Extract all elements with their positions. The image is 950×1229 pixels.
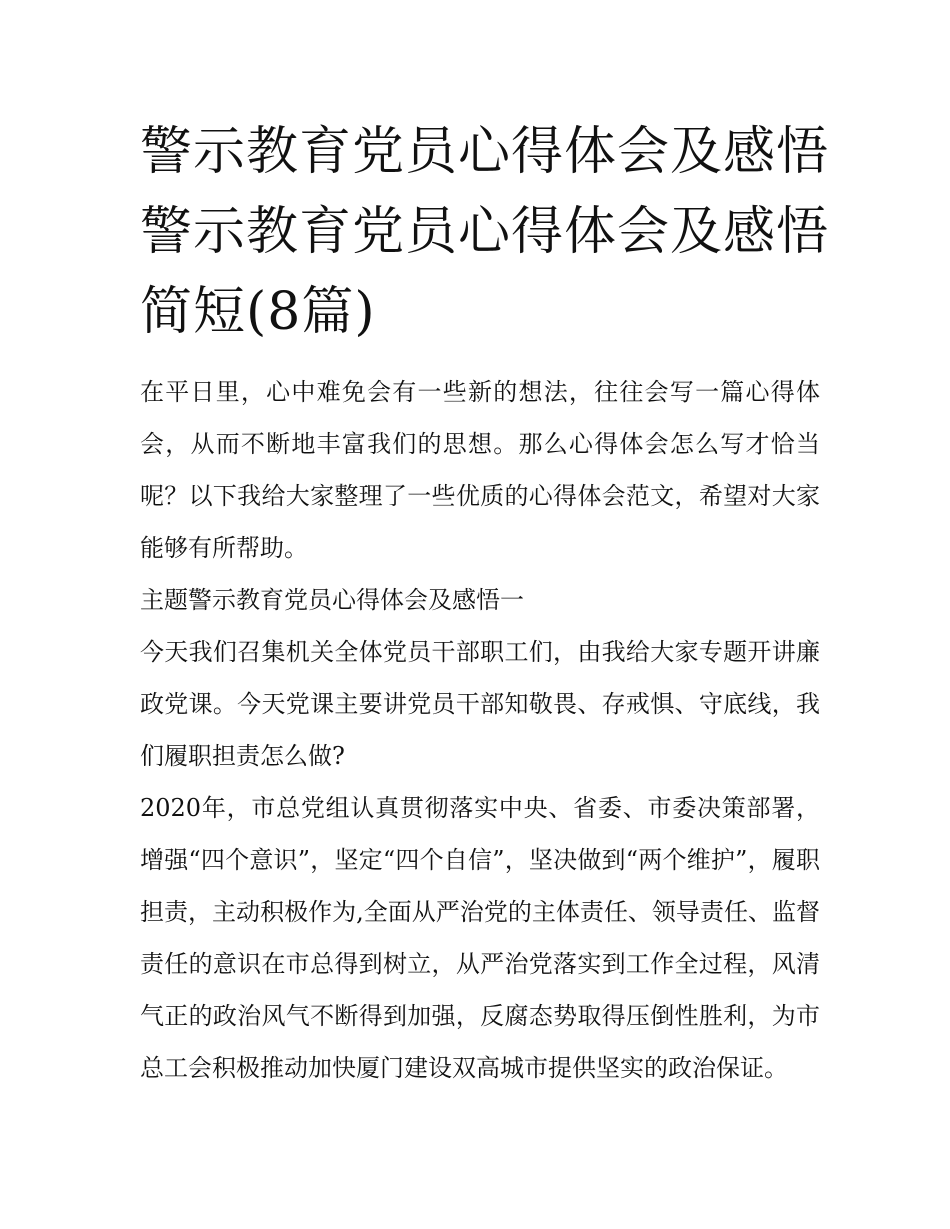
title-line: 警示教育党员心得体会及感悟 bbox=[140, 122, 830, 182]
title-line: 警示教育党员心得体会及感悟 bbox=[140, 202, 830, 262]
title-line: 简短(8篇) bbox=[140, 282, 376, 342]
body-paragraph: 今天我们召集机关全体党员干部职工们，由我给大家专题开讲廉政党课。今天党课主要讲党员干部知敬畏、存戒惧、守底线，我们履职担责怎么做? bbox=[140, 638, 820, 770]
section-heading: 主题警示教育党员心得体会及感悟一 bbox=[140, 586, 524, 614]
document-content bbox=[140, 112, 830, 1094]
document-title bbox=[140, 112, 830, 352]
intro-paragraph: 在平日里，心中难免会有一些新的想法，往往会写一篇心得体会，从而不断地丰富我们的思想。那么心得体会怎么写才恰当呢？以下我给大家整理了一些优质的心得体会范文，希望对大家能够有所帮助。 bbox=[140, 378, 820, 562]
body-paragraph: 2020年，市总党组认真贯彻落实中央、省委、市委决策部署，增强“四个意识”，坚定“四个自信”，坚决做到“两个维护”，履职担责，主动积极作为,全面从严治党的主体责任、领导责任、监督责任的意识在市总得到树立，从严治党落实到工作全过程，风清气正的政治风气不断得到加强，反腐态势取得压倒性胜利，为市总工会积极推动加快厦门建设双高城市提供坚实的政治保证。 bbox=[140, 794, 820, 1082]
document-body bbox=[140, 366, 820, 1094]
